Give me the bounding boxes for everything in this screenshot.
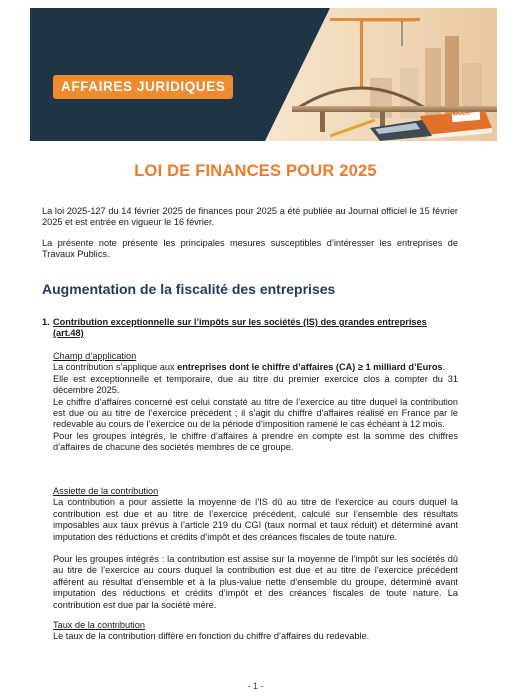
section-tag: AFFAIRES JURIDIQUES bbox=[53, 75, 233, 99]
champ-text-end: . bbox=[442, 362, 446, 373]
list-item-number: 1. bbox=[42, 317, 50, 327]
assiette-subtitle: Assiette de la contribution bbox=[53, 486, 159, 496]
taux-block bbox=[53, 620, 458, 643]
document-title: LOI DE FINANCES POUR 2025 bbox=[134, 162, 377, 180]
champ-paragraph-1 bbox=[53, 362, 458, 373]
taux-subtitle: Taux de la contribution bbox=[53, 620, 145, 630]
assiette-paragraph-1: La contribution a pour assiette la moyenne de l’IS dû au titre de l’exercice au cours duquel la contribution est due et au titre de l’exercice précédent, calculé sur l’ensemble des résultats imposables aux taux prévus à l’article 219 du CGI (taux normal et taux réduit) et déterminé avant imputation des réductions et crédits d’impôt et des créances fiscales de toute nature. bbox=[53, 497, 458, 542]
intro-paragraph-1: La loi 2025-127 du 14 février 2025 de finances pour 2025 a été publiée au Journal officiel le 15 février 2025 et est entrée en vigueur le 16 février. bbox=[42, 206, 458, 228]
list-item-title: Contribution exceptionnelle sur l’impôts sur les sociétés (IS) des grandes entreprises (art.48) bbox=[53, 317, 427, 339]
list-item-1 bbox=[42, 317, 458, 339]
taux-paragraph-1: Le taux de la contribution diffère en fonction du chiffre d’affaires du redevable. bbox=[53, 631, 370, 642]
assiette-block bbox=[53, 486, 458, 611]
champ-subtitle: Champ d’application bbox=[53, 351, 137, 361]
header-banner bbox=[30, 8, 497, 141]
page-number: - 1 - bbox=[247, 681, 264, 691]
champ-text: La contribution s’applique aux bbox=[53, 362, 178, 373]
champ-paragraph-2: Elle est exceptionnelle et temporaire, due au titre du premier exercice clos à compter du 31 décembre 2025. bbox=[53, 373, 458, 396]
section-heading: Augmentation de la fiscalité des entreprises bbox=[42, 281, 336, 297]
book-code-label: CODE bbox=[452, 110, 471, 118]
assiette-paragraph-2: Pour les groupes intégrés : la contribution est assise sur la moyenne de l’impôt sur les sociétés dû au titre de l’exercice au cours duquel la contribution est due et au titre de l’exercice précédent afférent au résultat d’ensemble et à la plus-value nette d’ensemble du groupe, déterminé avant imputation des réductions et crédits d’impôt et des créances fiscales de toute nature. La contribution est due par la société mère. bbox=[53, 554, 458, 610]
champ-application-block bbox=[53, 351, 458, 454]
champ-paragraph-3: Le chiffre d’affaires concerné est celui constaté au titre de l’exercice au titre duquel la contribution est due ou au titre de l’exercice précédent ; il s’agit du chiffre d’affaires réalisé en France par le redevable au cours de l’exercice ou de la période d’imposition ramené le cas échéant à 12 mois. bbox=[53, 396, 458, 430]
intro-paragraph-2: La présente note présente les principales mesures susceptibles d’intéresser les entreprises de Travaux Publics. bbox=[42, 238, 458, 260]
champ-paragraph-4: Pour les groupes intégrés, le chiffre d’affaires à prendre en compte est la somme des chiffres d’affaires de chacune des sociétés membres de ce groupe. bbox=[53, 430, 458, 453]
champ-bold-text: entreprises dont le chiffre d’affaires (CA) ≥ 1 milliard d’Euros bbox=[177, 362, 443, 373]
